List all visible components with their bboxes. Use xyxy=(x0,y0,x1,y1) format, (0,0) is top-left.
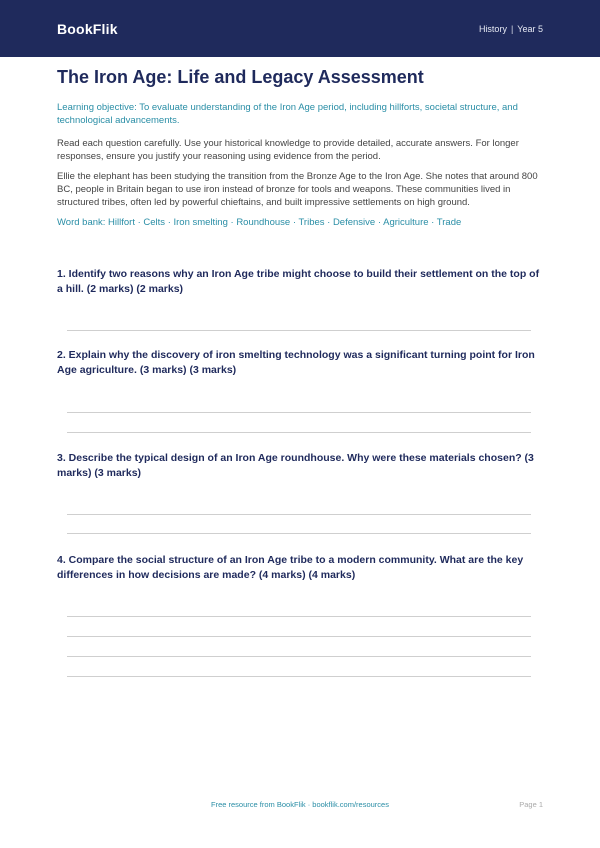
answer-line[interactable] xyxy=(67,330,531,331)
subject-year-label xyxy=(479,24,543,34)
page-number: Page 1 xyxy=(519,800,543,809)
meta-separator: | xyxy=(510,23,514,34)
question-text: 3. Describe the typical design of an Iron Age roundhouse. Why were these materials chosen? (3 marks) (3 marks) xyxy=(57,452,534,479)
brand-logo: BookFlik xyxy=(57,20,118,37)
answer-line[interactable] xyxy=(67,432,531,433)
question-text: 2. Explain why the discovery of iron smelting technology was a significant turning point for Iron Age agriculture. (3 marks) (3 marks) xyxy=(57,349,535,376)
footer-link[interactable]: Free resource from BookFlik · bookflik.com/resources xyxy=(211,800,389,809)
answer-line[interactable] xyxy=(67,676,531,677)
page-header xyxy=(0,0,600,57)
instructions: Read each question carefully. Use your historical knowledge to provide detailed, accurate answers. For longer responses, ensure you justify your reasoning using evidence from the period. xyxy=(57,138,519,162)
answer-line[interactable] xyxy=(67,412,531,413)
word-bank: Word bank: Hillfort · Celts · Iron smelting · Roundhouse · Tribes · Defensive · Agriculture · Trade xyxy=(57,217,462,228)
learning-objective: Learning objective: To evaluate understanding of the Iron Age period, including hillforts, societal structure, and technological advancements. xyxy=(57,102,518,126)
question-text: 4. Compare the social structure of an Iron Age tribe to a modern community. What are the key differences in how decisions are made? (4 marks) (4 marks) xyxy=(57,554,524,581)
scenario-text: Ellie the elephant has been studying the transition from the Bronze Age to the Iron Age. She notes that around 800 BC, people in Britain began to use iron instead of bronze for tools and weapons. These communities lived in structured tribes, often led by powerful chieftains, and built impressive settlements on high ground. xyxy=(57,171,538,208)
intro-section xyxy=(57,66,543,247)
page-title: The Iron Age: Life and Legacy Assessment xyxy=(57,67,424,87)
answer-line[interactable] xyxy=(67,514,531,515)
subject-label: History xyxy=(478,23,507,34)
question-1 xyxy=(57,267,543,297)
answer-line[interactable] xyxy=(67,636,531,637)
answer-line[interactable] xyxy=(67,616,531,617)
question-text: 1. Identify two reasons why an Iron Age tribe might choose to build their settlement on the top of a hill. (2 marks) (2 marks) xyxy=(57,268,540,295)
answer-line[interactable] xyxy=(67,533,531,534)
question-4 xyxy=(57,553,543,583)
question-2 xyxy=(57,348,543,378)
year-label: Year 5 xyxy=(517,23,543,34)
page-footer xyxy=(0,800,600,814)
question-3 xyxy=(57,451,543,481)
answer-line[interactable] xyxy=(67,656,531,657)
